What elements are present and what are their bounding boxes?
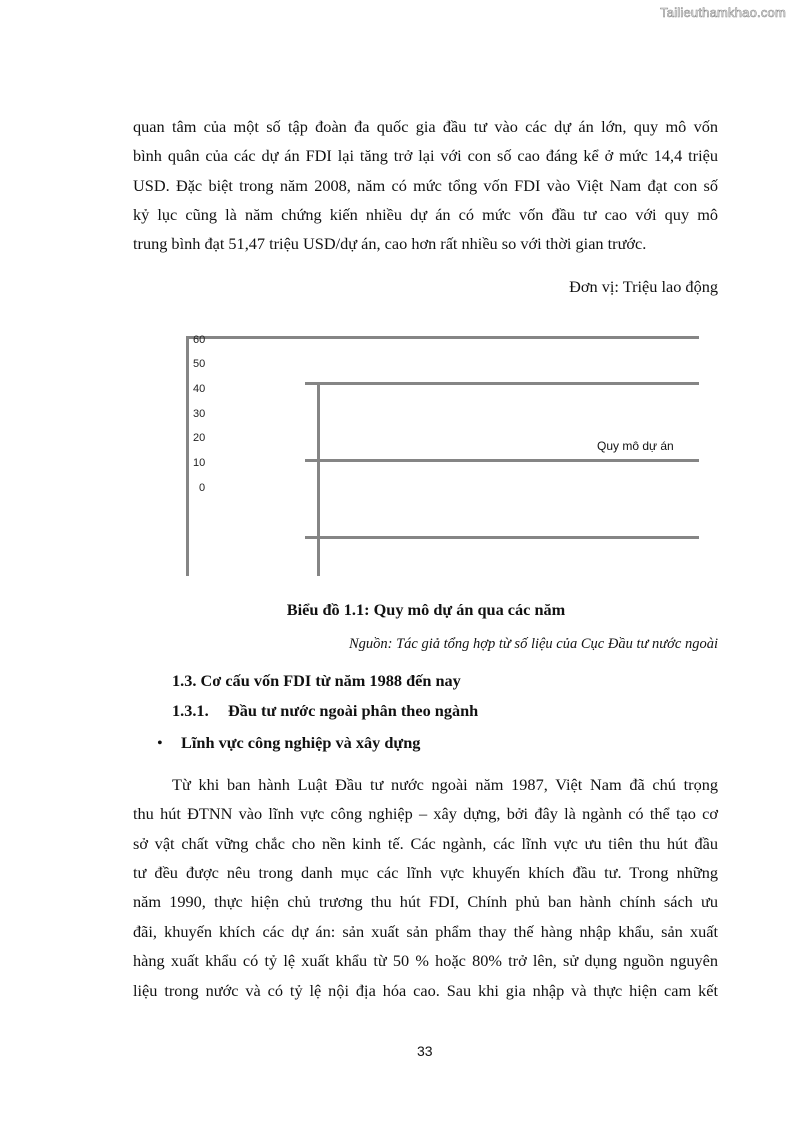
y-axis-line: [186, 336, 189, 576]
watermark: Tailieuthamkhao.com: [660, 5, 786, 20]
paragraph-line: kỷ lục cũng là năm chứng kiến nhiều dự án có mức vốn đầu tư cao với quy mô: [133, 205, 718, 224]
paragraph-line: tư đều được nêu trong danh mục các lĩnh vực khuyến khích đầu tư. Trong những: [133, 863, 718, 882]
paragraph-line: thu hút ĐTNN vào lĩnh vực công nghiệp – xây dựng, bởi đây là ngành có thể tạo cơ: [133, 804, 718, 823]
gridline: [305, 459, 699, 462]
subsection-heading: Đầu tư nước ngoài phân theo ngành: [228, 701, 479, 720]
paragraph-line: liệu trong nước và có tỷ lệ nội địa hóa cao. Sau khi gia nhập và thực hiện cam kết: [133, 981, 718, 1000]
y-tick-label: 50: [193, 358, 206, 370]
section-heading: 1.3. Cơ cấu vốn FDI từ năm 1988 đến nay: [172, 671, 461, 690]
paragraph-line: Từ khi ban hành Luật Đầu tư nước ngoài năm 1987, Việt Nam đã chú trọng: [172, 775, 718, 794]
legend-label: Quy mô dự án: [597, 439, 674, 453]
plot-axis-line: [317, 382, 320, 576]
paragraph-line: năm 1990, thực hiện chủ trương thu hút FDI, Chính phủ ban hành chính sách ưu: [133, 892, 718, 911]
paragraph-line: đãi, khuyến khích các dự án: sản xuất sản phẩm thay thế hàng nhập khẩu, sản xuất: [133, 922, 718, 941]
source-note: Nguồn: Tác giả tổng hợp từ số liệu của Cục Đầu tư nước ngoài: [348, 636, 718, 652]
y-tick-label: 30: [193, 408, 206, 420]
unit-label: Đơn vị: Triệu lao động: [569, 277, 718, 296]
paragraph-line: USD. Đặc biệt trong năm 2008, năm có mức tổng vốn FDI vào Việt Nam đạt con số: [133, 176, 718, 195]
gridline: [305, 536, 699, 539]
y-tick-label: 60: [193, 334, 206, 344]
y-tick-label: 40: [193, 383, 206, 395]
subsection-number: 1.3.1.: [172, 701, 209, 720]
page-number: 33: [417, 1043, 433, 1059]
paragraph-line: sở vật chất vững chắc cho nền kinh tế. Các ngành, các lĩnh vực ưu tiên thu hút đầu: [133, 834, 718, 853]
gridline: [305, 382, 699, 385]
paragraph-line: hàng xuất khẩu có tỷ lệ xuất khẩu từ 50 % hoặc 80% trở lên, sử dụng nguồn nguyên: [133, 951, 718, 970]
paragraph-line: bình quân của các dự án FDI lại tăng trở lại với con số cao đáng kể ở mức 14,4 triệu: [133, 146, 718, 165]
y-tick-label: 20: [193, 432, 206, 444]
y-tick-label: 10: [193, 457, 206, 469]
y-tick-label: 0: [199, 482, 206, 494]
gridline: [186, 336, 699, 339]
chart-caption: Biểu đồ 1.1: Quy mô dự án qua các năm: [286, 600, 566, 619]
bullet-heading: Lĩnh vực công nghiệp và xây dựng: [181, 733, 421, 752]
paragraph-line: quan tâm của một số tập đoàn đa quốc gia đầu tư vào các dự án lớn, quy mô vốn: [133, 117, 718, 136]
paragraph-line: trung bình đạt 51,47 triệu USD/dự án, cao hơn rất nhiều so với thời gian trước.: [133, 234, 647, 253]
bullet-icon: •: [157, 733, 163, 752]
